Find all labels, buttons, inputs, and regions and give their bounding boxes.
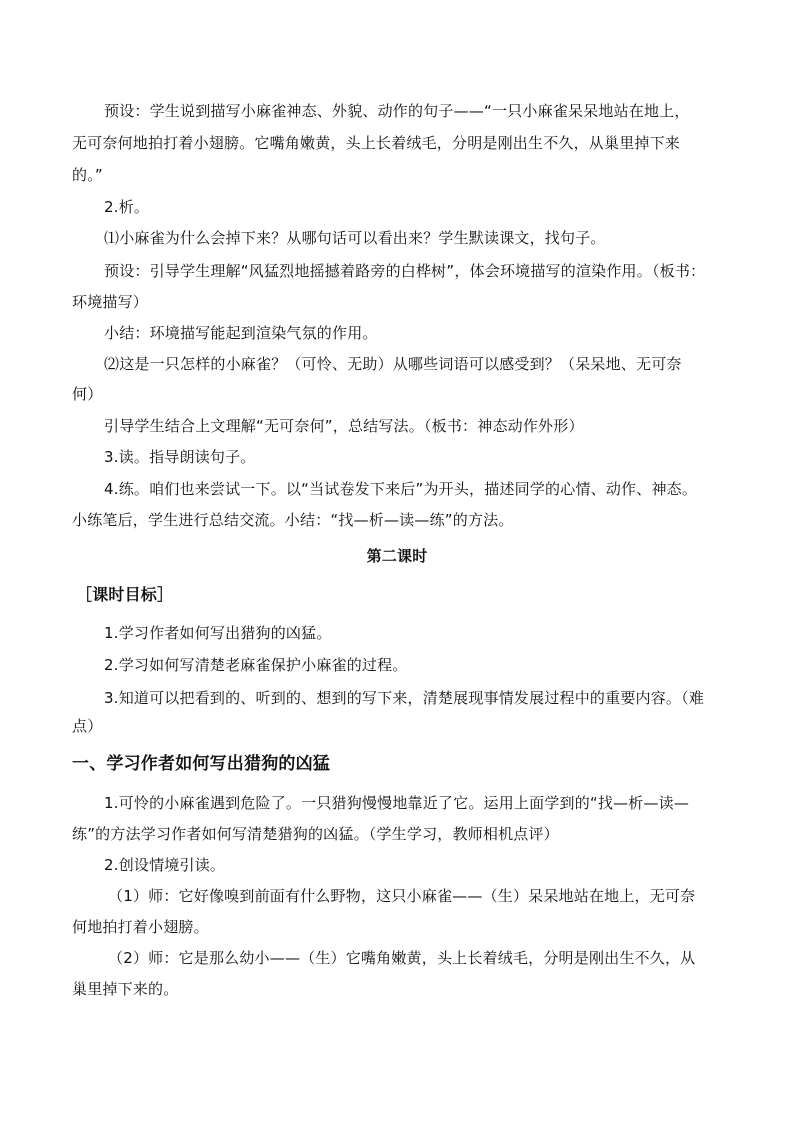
paragraph-line: 2.析。: [104, 198, 150, 216]
paragraph-line: 预设：学生说到描写小麻雀神态、外貌、动作的句子——“一只小麻雀呆呆地站在地上，: [104, 102, 690, 120]
paragraph-line: 预设：引导学生理解“风猛烈地摇撼着路旁的白桦树”，体会环境描写的渲染作用。（板书：: [104, 262, 706, 280]
paragraph-line: 1.可怜的小麻雀遇到危险了。一只猎狗慢慢地靠近了它。运用上面学到的“找—析—读—: [104, 794, 690, 812]
paragraph-line: 4.练。咱们也来尝试一下。以“当试卷发下来后”为开头，描述同学的心情、动作、神态。: [104, 480, 698, 498]
paragraph-line: ⑵这是一只怎样的小麻雀？（可怜、无助）从哪些词语可以感受到？（呆呆地、无可奈: [104, 355, 682, 373]
paragraph-line: 何地拍打着小翅膀。: [72, 918, 209, 936]
paragraph-line: 练”的方法学习作者如何写清楚猎狗的凶猛。（学生学习，教师相机点评）: [72, 825, 559, 843]
paragraph-line: 的。”: [72, 166, 103, 184]
objectives-heading: ［课时目标］: [76, 585, 174, 604]
objective-item: 2.学习如何写清楚老麻雀保护小麻雀的过程。: [104, 656, 408, 674]
paragraph-line: 环境描写）: [72, 293, 149, 311]
paragraph-line: 无可奈何地拍打着小翅膀。它嘴角嫩黄，头上长着绒毛，分明是刚出生不久，从巢里掉下来: [72, 134, 681, 152]
section-heading: 一、学习作者如何写出猎狗的凶猛: [72, 754, 330, 774]
paragraph-line: 2.创设情境引读。: [104, 856, 226, 874]
paragraph-line: 3.读。指导朗读句子。: [104, 448, 256, 466]
paragraph-line: 点）: [72, 717, 103, 735]
paragraph-line: 小结：环境描写能起到渲染气氛的作用。: [104, 324, 378, 342]
paragraph-line: 何）: [72, 385, 103, 403]
paragraph-line: 小练笔后，学生进行总结交流。小结：“找—析—读—练”的方法。: [72, 511, 514, 529]
paragraph-line: （2）师：它是那么幼小——（生）它嘴角嫩黄，头上长着绒毛，分明是刚出生不久，从: [108, 949, 696, 967]
paragraph-line: ⑴小麻雀为什么会掉下来？从哪句话可以看出来？学生默读课文，找句子。: [104, 229, 606, 247]
objective-item: 3.知道可以把看到的、听到的、想到的写下来，清楚展现事情发展过程中的重要内容。（难: [104, 689, 705, 707]
paragraph-line: （1）师：它好像嗅到前面有什么野物，这只小麻雀——（生）呆呆地站在地上，无可奈: [108, 887, 696, 905]
paragraph-line: 引导学生结合上文理解“无可奈何”，总结写法。（板书：神态动作外形）: [104, 417, 584, 435]
objective-item: 1.学习作者如何写出猎狗的凶猛。: [104, 624, 332, 642]
lesson-title: 第二课时: [366, 547, 428, 565]
paragraph-line: 巢里掉下来的。: [72, 980, 179, 998]
